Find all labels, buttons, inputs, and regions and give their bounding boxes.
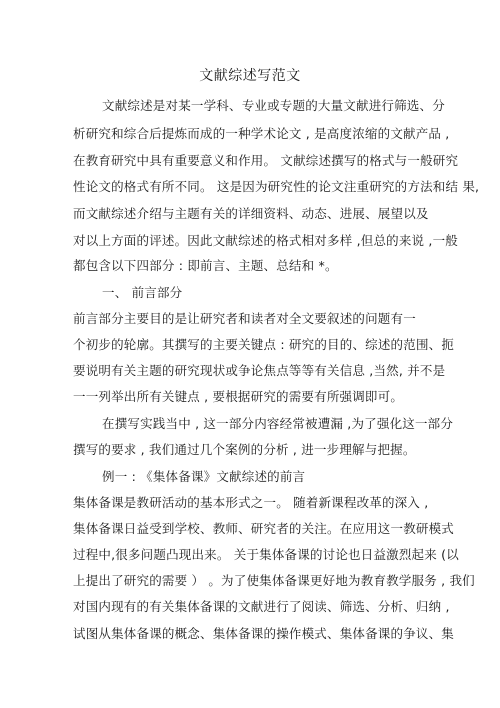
paragraph-line: 个初步的轮廓。其撰写的主要关键点 : 研究的目的、综述的范围、扼 bbox=[73, 337, 455, 352]
paragraph-line: 都包含以下四部分 : 即前言、主题、总结和 *。 bbox=[73, 258, 338, 273]
paragraph-line: 过程中,很多问题凸现出来。 关于集体备课的讨论也日益激烈起来 (以 bbox=[73, 547, 459, 562]
paragraph-line: 集体备课是教研活动的基本形式之一。 随着新课程改革的深入 , bbox=[73, 495, 429, 510]
document-title: 文献综述写范文 bbox=[199, 68, 301, 84]
paragraph-line: 文献综述是对某一学科、专业或专题的大量文献进行筛选、分 bbox=[102, 98, 445, 113]
section-heading: 一、 前言部分 bbox=[102, 285, 183, 300]
paragraph-line: 上提出了研究的需要 ） 。为了使集体备课更好地为教育教学服务 , 我们 bbox=[73, 573, 475, 588]
paragraph-line: 在教育研究中具有重要意义和作用。 文献综述撰写的格式与一般研究 bbox=[73, 153, 459, 168]
paragraph-line: 性论文的格式有所不同。 这是因为研究性的论文注重研究的方法和结 果, bbox=[73, 179, 480, 194]
paragraph-line: 撰写的要求 , 我们通过几个案例的分析 , 进一步理解与把握。 bbox=[73, 442, 416, 457]
paragraph-line: 前言部分主要目的是让研究者和读者对全文要叙述的问题有一 bbox=[73, 311, 416, 326]
paragraph-line: 对以上方面的评述。因此文献综述的格式相对多样 ,但总的来说 ,一般 bbox=[73, 233, 458, 248]
example-heading: 例一 : 《集体备课》文献综述的前言 bbox=[102, 469, 306, 484]
paragraph-line: 而文献综述介绍与主题有关的详细资料、动态、进展、展望以及 bbox=[73, 206, 429, 221]
paragraph-line: 一一列举出所有关键点 , 要根据研究的需要有所强调即可。 bbox=[73, 389, 404, 404]
paragraph-line: 对国内现有的有关集体备课的文献进行了阅读、筛选、分析、归纳 , bbox=[73, 599, 450, 614]
paragraph-line: 在撰写实践当中 , 这一部分内容经常被遭漏 ,为了强化这一部分 bbox=[102, 416, 454, 431]
paragraph-line: 析研究和综合后提炼而成的一种学术论文 , 是高度浓缩的文献产品 , bbox=[73, 126, 450, 141]
paragraph-line: 试图从集体备课的概念、集体备课的操作模式、集体备课的争议、集 bbox=[73, 626, 455, 641]
paragraph-line: 集体备课日益受到学校、教师、研究者的关注。在应用这一教研模式 bbox=[73, 521, 455, 536]
paragraph-line: 要说明有关主题的研究现状或争论焦点等等有关信息 ,当然, 并不是 bbox=[73, 363, 446, 378]
